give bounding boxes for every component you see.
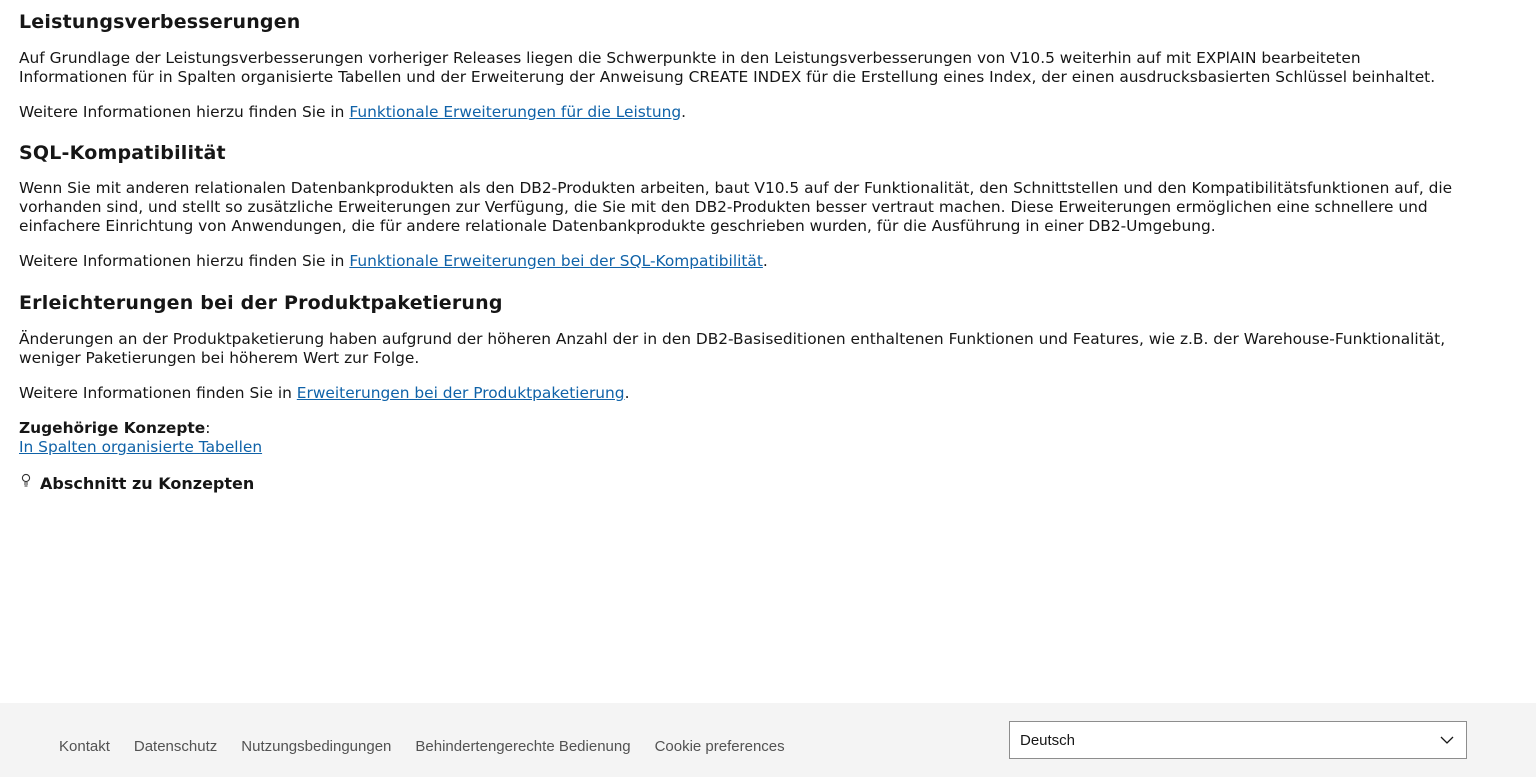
section-heading-performance: Leistungsverbesserungen [19,11,301,33]
link-performance-enhancements[interactable]: Funktionale Erweiterungen für die Leistung [349,103,682,121]
section-heading-sql-compat: SQL-Kompatibilität [19,142,226,164]
section-paragraph-sql-compat: Wenn Sie mit anderen relationalen Datenbankprodukten als den DB2-Produkten arbeiten, baut V10.5 auf der Funktionalität, den Schnittstellen und den Kompatibilitätsfunktionen auf, die vorhanden sind, und stellt so zusätzliche Erweiterungen zur Verfügung, die Sie mit den DB2-Produkten besser vertraut machen. Diese Erweiterungen ermöglichen eine schnellere und einfachere Einrichtung von Anwendungen, die für andere relationale Datenbankprodukte geschrieben wurden, für die Ausführung in einer DB2-Umgebung. [19,179,1453,235]
link-column-organized-tables[interactable]: In Spalten organisierte Tabellen [19,438,263,456]
link-packaging-enhancements[interactable]: Erweiterungen bei der Produktpaketierung [296,384,625,402]
concept-section-row [19,474,1469,493]
lightbulb-icon [19,473,33,489]
footer [0,703,1536,777]
more-info-performance: Weitere Informationen hierzu finden Sie in Funktionale Erweiterungen für die Leistung. [19,103,687,121]
link-sql-compat-enhancements[interactable]: Funktionale Erweiterungen bei der SQL-Kompatibilität [349,252,763,270]
footer-links [59,738,785,755]
language-select[interactable] [1009,721,1467,759]
main-content [19,0,1469,493]
footer-link-privacy[interactable]: Datenschutz [133,738,218,755]
chevron-down-icon [1440,733,1454,747]
footer-link-terms[interactable]: Nutzungsbedingungen [241,738,392,755]
footer-link-cookie-preferences[interactable]: Cookie preferences [654,738,785,755]
section-paragraph-performance: Auf Grundlage der Leistungsverbesserungen vorheriger Releases liegen die Schwerpunkte in den Leistungsverbesserungen von V10.5 weiterhin auf mit EXPlAIN bearbeiteten Informationen für in Spalten organisierte Tabellen und der Erweiterung der Anweisung CREATE INDEX für die Erstellung eines Index, der einen ausdrucksbasierten Schlüssel beinhaltet. [19,49,1436,86]
more-info-sql-compat: Weitere Informationen hierzu finden Sie in Funktionale Erweiterungen bei der SQL-Kompatibilität. [19,252,768,270]
more-info-packaging: Weitere Informationen finden Sie in Erweiterungen bei der Produktpaketierung. [19,384,630,402]
related-concepts-list [19,438,1469,457]
section-paragraph-packaging: Änderungen an der Produktpaketierung haben aufgrund der höheren Anzahl der in den DB2-Basiseditionen enthaltenen Funktionen und Features, wie z.B. der Warehouse-Funktionalität, weniger Paketierungen bei höherem Wert zur Folge. [19,330,1446,367]
concept-section-label[interactable]: Abschnitt zu Konzepten [40,474,255,493]
footer-link-accessibility[interactable]: Behindertengerechte Bedienung [415,738,631,755]
related-concepts: Zugehörige Konzepte: [19,419,211,437]
footer-link-contact[interactable]: Kontakt [59,738,110,755]
section-heading-packaging: Erleichterungen bei der Produktpaketierung [19,292,503,314]
related-concepts-label: Zugehörige Konzepte [19,419,206,437]
language-select-value: Deutsch [1020,732,1076,749]
